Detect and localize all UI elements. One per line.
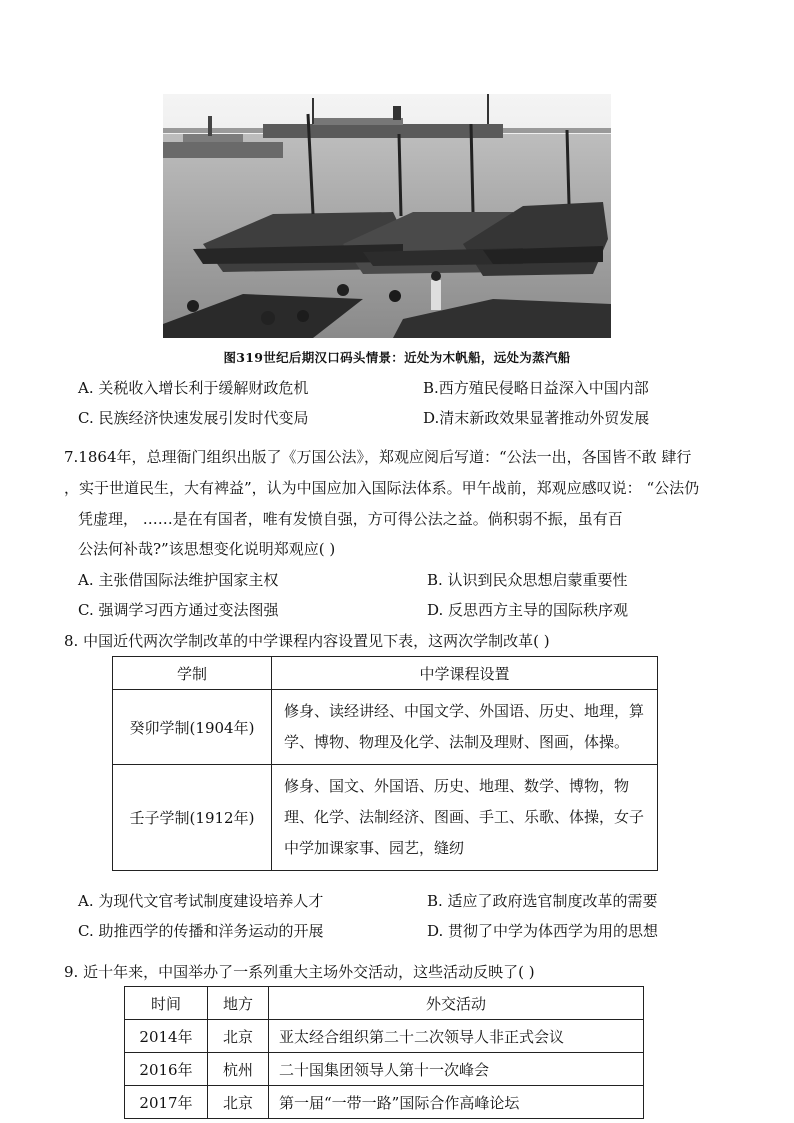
q7-stem-line-2: ，实于世道民生，大有裨益”，认为中国应加入国际法体系。甲午战前，郑观应感叹说： “公法仍 [64, 479, 700, 497]
table-row [125, 1020, 644, 1053]
q7-option-c[interactable]: C. 强调学习西方通过变法图强 [78, 601, 279, 619]
q7-option-b[interactable]: B. 认识到民众思想启蒙重要性 [427, 571, 628, 589]
harbor-photo [163, 94, 611, 338]
q6-option-a[interactable]: A. 关税收入增长利于缓解财政危机 [78, 379, 309, 397]
q6-option-c[interactable]: C. 民族经济快速发展引发时代变局 [78, 409, 309, 427]
q9-row-3-year: 2017年 [125, 1086, 208, 1119]
q8-table [112, 656, 658, 871]
q8-stem: 8. 中国近代两次学制改革的中学课程内容设置见下表，这两次学制改革( ) [64, 632, 550, 650]
q8-header-system: 学制 [113, 657, 272, 690]
q9-row-3-place: 北京 [208, 1086, 269, 1119]
q9-stem: 9. 近十年来，中国举办了一系列重大主场外交活动，这些活动反映了( ) [64, 963, 535, 981]
q8-option-a[interactable]: A. 为现代文官考试制度建设培养人才 [78, 892, 324, 910]
q8-row-2-system: 壬子学制(1912年) [113, 765, 272, 871]
q8-option-c[interactable]: C. 助推西学的传播和洋务运动的开展 [78, 922, 324, 940]
q9-row-1-year: 2014年 [125, 1020, 208, 1053]
q7-option-a[interactable]: A. 主张借国际法维护国家主权 [78, 571, 279, 589]
q8-option-d[interactable]: D. 贯彻了中学为体西学为用的思想 [427, 922, 659, 940]
q7-option-d[interactable]: D. 反思西方主导的国际秩序观 [427, 601, 629, 619]
q7-stem-line-3: 凭虚理， ……是在有国者，唯有发愤自强，方可得公法之益。倘积弱不振，虽有百 [78, 510, 623, 528]
q8-row-1-courses: 修身、读经讲经、中国文学、外国语、历史、地理，算学、博物、物理及化学、法制及理财、图画，体操。 [272, 690, 658, 765]
q6-option-d[interactable]: D.清末新政效果显著推动外贸发展 [423, 409, 650, 427]
q9-header-place: 地方 [208, 987, 269, 1020]
q6-option-b[interactable]: B.西方殖民侵略日益深入中国内部 [423, 379, 649, 397]
q8-header-courses: 中学课程设置 [272, 657, 658, 690]
q9-header-time: 时间 [125, 987, 208, 1020]
q9-table [124, 986, 644, 1119]
q8-row-2-courses: 修身、国文、外国语、历史、地理、数学、博物，物理、化学、法制经济、图画、手工、乐歌、体操，女子中学加课家事、园艺，缝纫 [272, 765, 658, 871]
table-row [125, 1086, 644, 1119]
q8-option-b[interactable]: B. 适应了政府选官制度改革的需要 [427, 892, 658, 910]
figure-caption: 图319世纪后期汉口码头情景：近处为木帆船，远处为蒸汽船 [223, 350, 571, 365]
table-row [113, 765, 658, 871]
q9-header-event: 外交活动 [269, 987, 644, 1020]
q9-row-3-event: 第一届“一带一路”国际合作高峰论坛 [269, 1086, 644, 1119]
q9-row-2-year: 2016年 [125, 1053, 208, 1086]
q8-row-1-system: 癸卯学制(1904年) [113, 690, 272, 765]
q9-row-2-place: 杭州 [208, 1053, 269, 1086]
q7-stem-line-1: 7.1864年，总理衙门组织出版了《万国公法》，郑观应阅后写道：“公法一出，各国皆不敢 肆行 [64, 448, 692, 466]
table-header-row [125, 987, 644, 1020]
q9-row-1-place: 北京 [208, 1020, 269, 1053]
q9-row-2-event: 二十国集团领导人第十一次峰会 [269, 1053, 644, 1086]
q9-row-1-event: 亚太经合组织第二十二次领导人非正式会议 [269, 1020, 644, 1053]
table-row [125, 1053, 644, 1086]
table-header-row [113, 657, 658, 690]
table-row [113, 690, 658, 765]
q7-stem-line-4: 公法何补哉?”该思想变化说明郑观应( ) [78, 540, 336, 558]
